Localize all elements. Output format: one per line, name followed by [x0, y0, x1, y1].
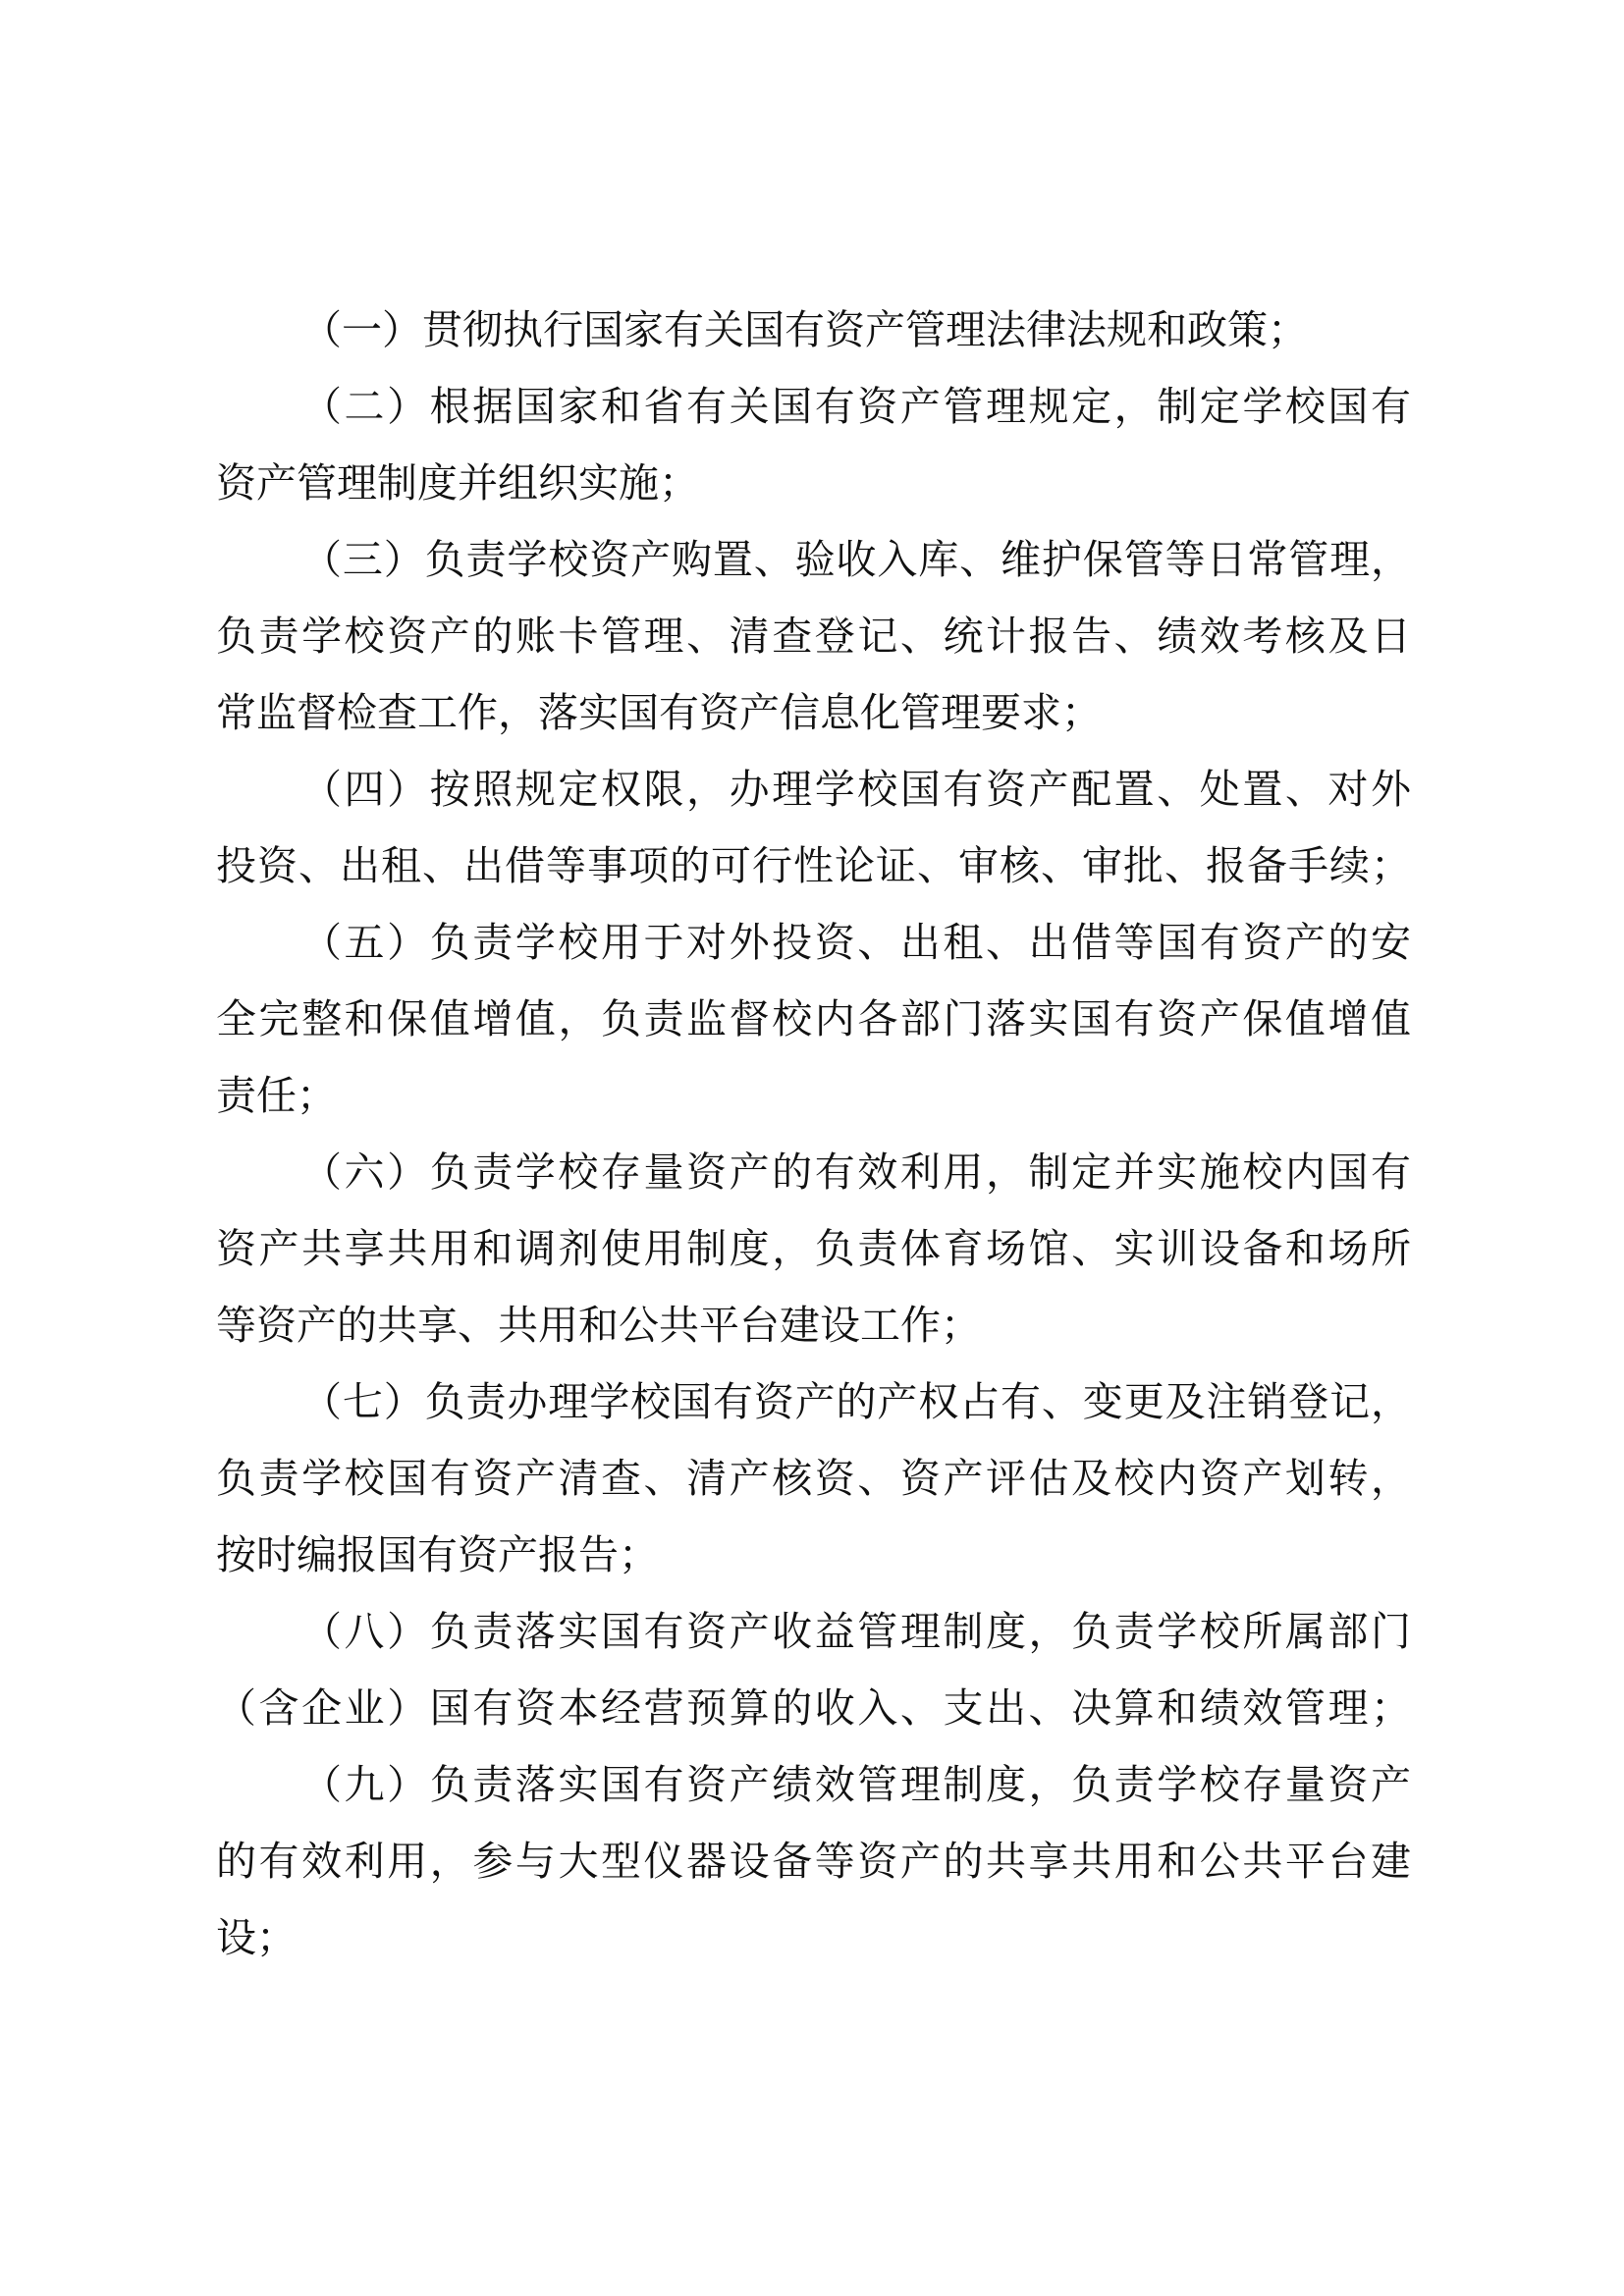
text-line: （二）根据国家和省有关国有资产管理规定，制定学校国有	[301, 384, 1411, 429]
text-line: （一）贯彻执行国家有关国有资产管理法律法规和政策；	[301, 307, 1308, 352]
text-line: 责任；	[216, 1073, 337, 1118]
text-line: （八）负责落实国有资产收益管理制度，负责学校所属部门	[301, 1609, 1411, 1654]
text-line: 的有效利用，参与大型仪器设备等资产的共享共用和公共平台建	[216, 1839, 1411, 1884]
text-line: 投资、出租、出借等事项的可行性论证、审核、审批、报备手续；	[216, 843, 1411, 888]
text-line: （四）按照规定权限，办理学校国有资产配置、处置、对外	[301, 767, 1411, 812]
text-line: （七）负责办理学校国有资产的产权占有、变更及注销登记，	[301, 1379, 1411, 1424]
text-line: 负责学校资产的账卡管理、清查登记、统计报告、绩效考核及日	[216, 614, 1411, 659]
text-line: 资产管理制度并组织实施；	[216, 460, 699, 506]
text-line: 等资产的共享、共用和公共平台建设工作；	[216, 1303, 981, 1348]
text-line: （六）负责学校存量资产的有效利用，制定并实施校内国有	[301, 1149, 1411, 1195]
text-line: （含企业）国有资本经营预算的收入、支出、决算和绩效管理；	[216, 1685, 1411, 1731]
text-line: 常监督检查工作，落实国有资产信息化管理要求；	[216, 690, 1102, 735]
text-line: 按时编报国有资产报告；	[216, 1532, 659, 1577]
text-line: 全完整和保值增值，负责监督校内各部门落实国有资产保值增值	[216, 996, 1411, 1041]
text-line: 负责学校国有资产清查、清产核资、资产评估及校内资产划转，	[216, 1456, 1411, 1501]
text-line: （三）负责学校资产购置、验收入库、维护保管等日常管理，	[301, 537, 1411, 582]
text-line: 资产共享共用和调剂使用制度，负责体育场馆、实训设备和场所	[216, 1226, 1411, 1271]
text-line: 设；	[216, 1915, 297, 1960]
text-line: （九）负责落实国有资产绩效管理制度，负责学校存量资产	[301, 1762, 1411, 1807]
text-line: （五）负责学校用于对外投资、出租、出借等国有资产的安	[301, 920, 1411, 965]
document-body	[216, 292, 1411, 1976]
